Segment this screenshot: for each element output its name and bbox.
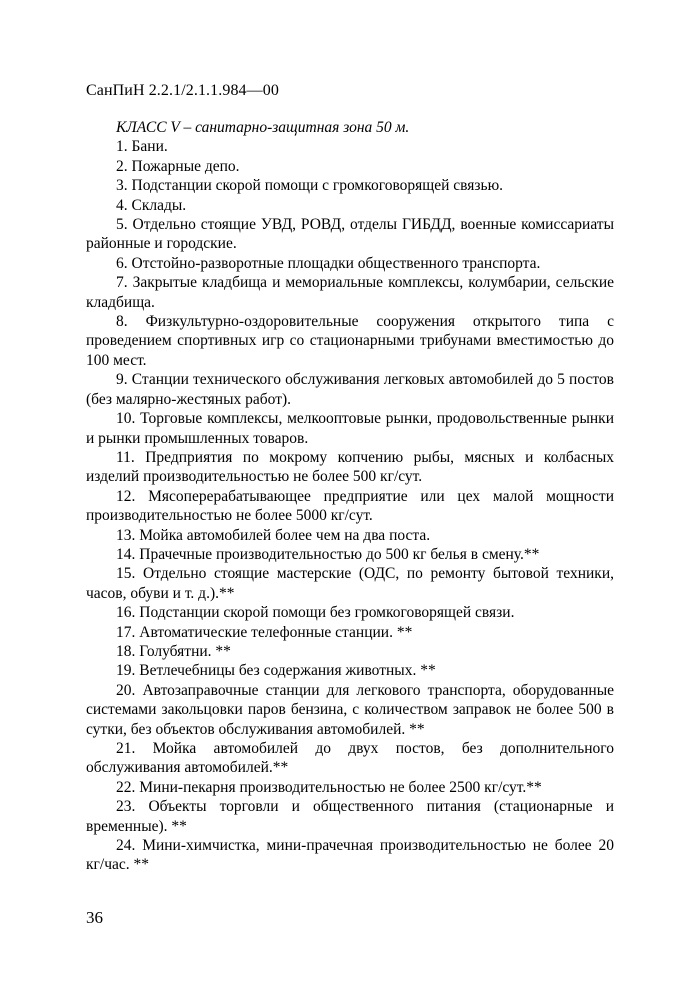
list-item: 21. Мойка автомобилей до двух постов, без дополнительного обслуживания автомобилей.**: [86, 740, 614, 777]
list-item: 11. Предприятия по мокрому копчению рыбы, мясных и колбасных изделий производительностью не более 500 кг/сут.: [86, 448, 614, 486]
list-item: 10. Торговые комплексы, мелкооптовые рынки, продовольственные рынки и рынки промышленных товаров.: [86, 410, 614, 447]
list-item: 9. Станции технического обслуживания легковых автомобилей до 5 постов (без малярно-жестяных работ).: [86, 371, 614, 408]
list-item: 16. Подстанции скорой помощи без громкоговорящей связи.: [116, 604, 515, 622]
list-item: 2. Пожарные депо.: [116, 157, 240, 175]
list-item: 12. Мясоперерабатывающее предприятие или цех малой мощности производительностью не более 5000 кг/сут.: [86, 487, 614, 525]
list-item: 4. Склады.: [116, 196, 187, 214]
list-item: 7. Закрытые кладбища и мемориальные комплексы, колумбарии, сельские кладбища.: [86, 274, 614, 311]
page-number: 36: [86, 908, 103, 927]
list-item: 20. Автозаправочные станции для легкового транспорта, оборудованные системами закольцовки паров бензина, с количеством заправок не более 500 в сутки, без объектов обслуживания автомобилей. **: [86, 681, 614, 738]
list-item: 5. Отдельно стоящие УВД, РОВД, отделы ГИБДД, военные комиссариаты районные и городские.: [86, 216, 614, 253]
class-title: КЛАСС V – санитарно-защитная зона 50 м.: [116, 119, 410, 136]
list-item: 1. Бани.: [116, 138, 168, 156]
list-item: 14. Прачечные производительностью до 500 кг белья в смену.**: [116, 545, 540, 563]
list-item: 3. Подстанции скорой помощи с громкоговорящей связью.: [116, 177, 504, 195]
document-body: [86, 118, 614, 875]
document-header: СанПиН 2.2.1/2.1.1.984—00: [86, 82, 279, 99]
list-item: 23. Объекты торговли и общественного питания (стационарные и временные). **: [86, 798, 614, 835]
list-item: 22. Мини-пекарня производительностью не более 2500 кг/сут.**: [116, 778, 542, 796]
list-item: 24. Мини-химчистка, мини-прачечная производительностью не более 20 кг/час. **: [86, 837, 614, 874]
list-item: 8. Физкультурно-оздоровительные сооружения открытого типа с проведением спортивных игр со стационарными трибунами вместимостью до 100 мест.: [86, 313, 614, 369]
list-item: 18. Голубятни. **: [116, 642, 231, 660]
list-item: 19. Ветлечебницы без содержания животных. **: [116, 662, 436, 680]
list-item: 6. Отстойно-разворотные площадки общественного транспорта.: [116, 254, 541, 272]
list-item: 13. Мойка автомобилей более чем на два поста.: [116, 526, 431, 544]
list-item: 17. Автоматические телефонные станции. **: [116, 623, 413, 641]
list-item: 15. Отдельно стоящие мастерские (ОДС, по ремонту бытовой техники, часов, обуви и т. д.).**: [86, 565, 614, 602]
